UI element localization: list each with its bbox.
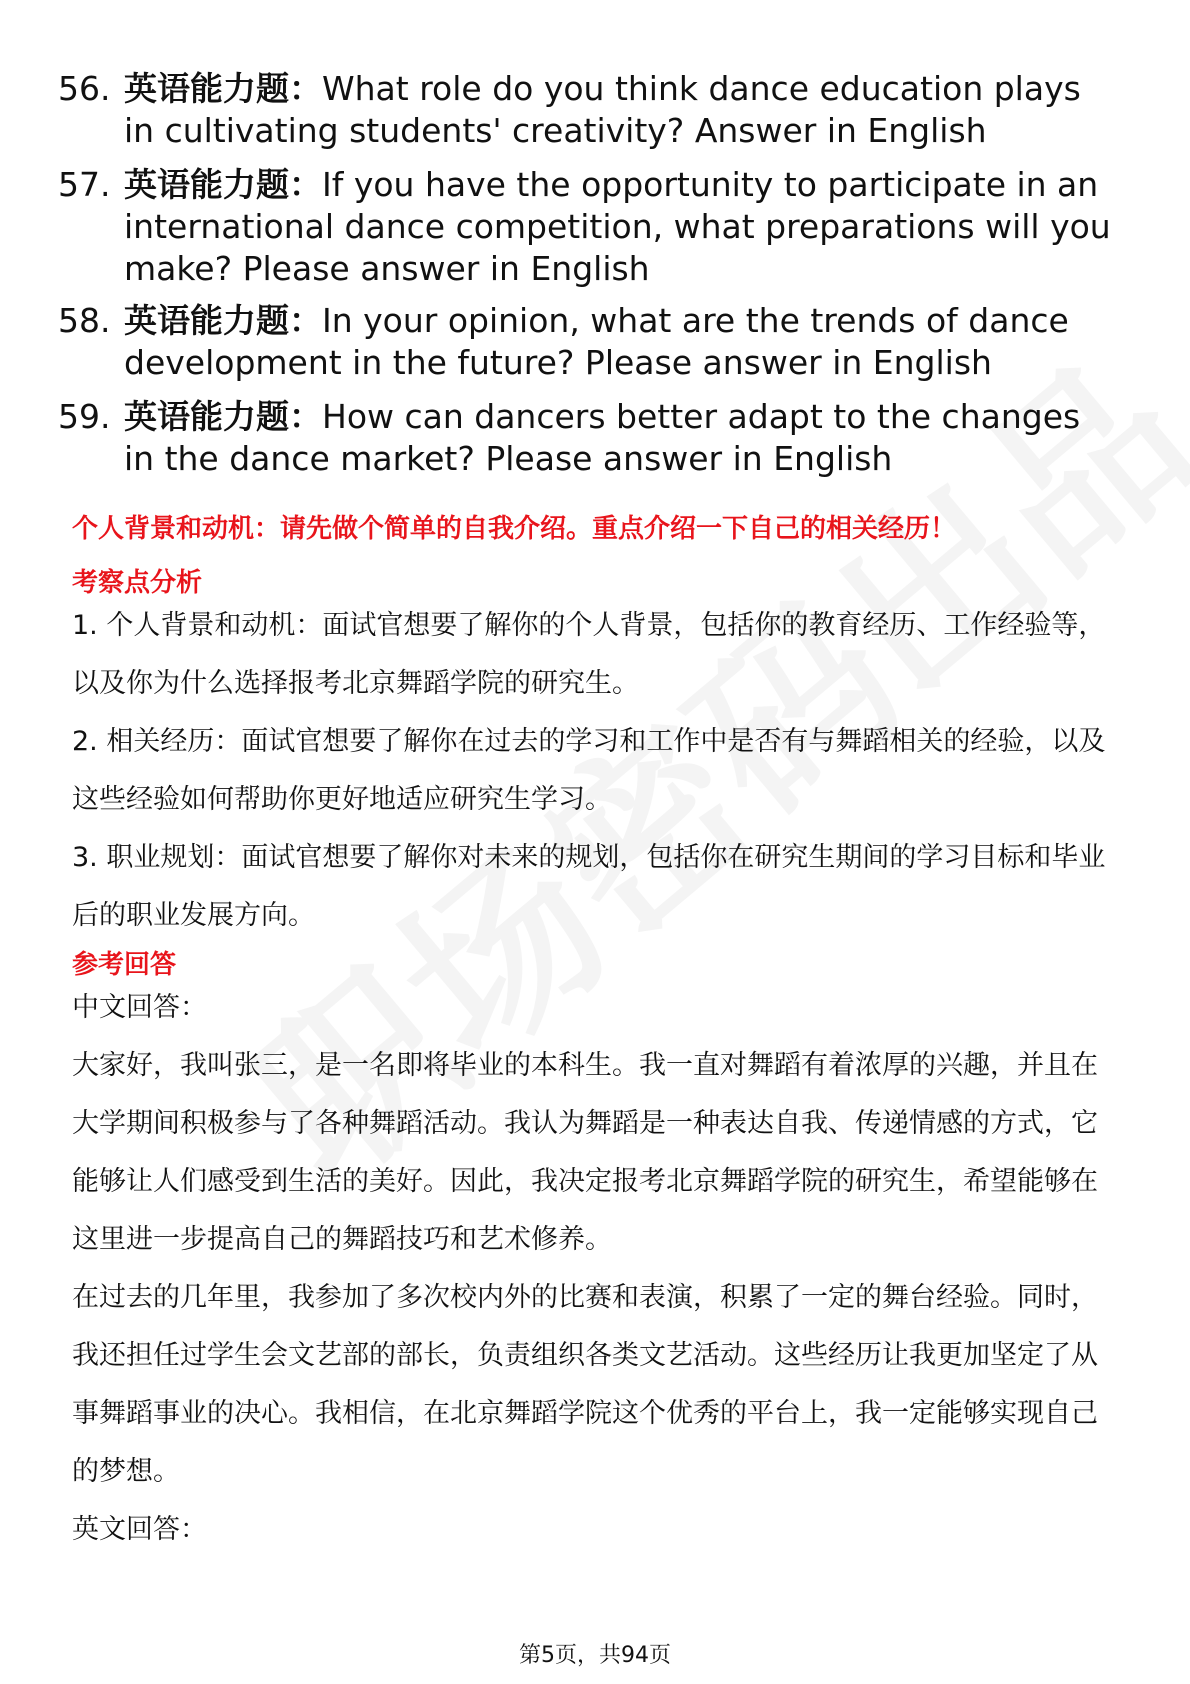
answer-heading: 参考回答	[72, 950, 177, 980]
chinese-answer-label: 中文回答：	[72, 992, 207, 1023]
question-number: 59.	[58, 397, 111, 436]
question-57	[58, 164, 1118, 290]
question-59	[58, 396, 1118, 480]
analysis-points	[72, 597, 1122, 945]
question-56	[58, 68, 1118, 152]
answer-paragraph: 在过去的几年里，我参加了多次校内外的比赛和表演，积累了一定的舞台经验。同时，我还担任过学生会文艺部的部长，负责组织各类文艺活动。这些经历让我更加坚定了从事舞蹈事业的决心。我相信，在北京舞蹈学院这个优秀的平台上，我一定能够实现自己的梦想。	[72, 1282, 1098, 1487]
question-number: 58.	[58, 301, 111, 340]
answer-paragraph: 大家好，我叫张三，是一名即将毕业的本科生。我一直对舞蹈有着浓厚的兴趣，并且在大学期间积极参与了各种舞蹈活动。我认为舞蹈是一种表达自我、传递情感的方式，它能够让人们感受到生活的美好。因此，我决定报考北京舞蹈学院的研究生，希望能够在这里进一步提高自己的舞蹈技巧和艺术修养。	[72, 1050, 1098, 1255]
question-text: How can dancers better adapt to the changes in the dance market? Please answer in English	[124, 397, 1081, 478]
section-title: 个人背景和动机：请先做个简单的自我介绍。重点介绍一下自己的相关经历！	[72, 514, 957, 544]
page-footer: 第5页，共94页	[519, 1643, 671, 1668]
analysis-point: 2. 相关经历：面试官想要了解你在过去的学习和工作中是否有与舞蹈相关的经验，以及这些经验如何帮助你更好地适应研究生学习。	[72, 726, 1106, 815]
question-text: What role do you think dance education plays in cultivating students' creativity? Answer in English	[124, 69, 1081, 150]
question-tag: 英语能力题：	[124, 165, 322, 204]
analysis-point: 1. 个人背景和动机：面试官想要了解你的个人背景，包括你的教育经历、工作经验等，以及你为什么选择报考北京舞蹈学院的研究生。	[72, 610, 1106, 699]
question-number: 57.	[58, 165, 111, 204]
question-58	[58, 300, 1118, 384]
question-number: 56.	[58, 69, 111, 108]
question-tag: 英语能力题：	[124, 397, 322, 436]
question-tag: 英语能力题：	[124, 69, 322, 108]
english-answer-label: 英文回答：	[72, 1514, 207, 1545]
question-tag: 英语能力题：	[124, 301, 322, 340]
question-text: In your opinion, what are the trends of dance development in the future? Please answer in English	[124, 301, 1069, 382]
question-text: If you have the opportunity to participate in an international dance competition, what preparations will you make? Please answer in English	[124, 165, 1111, 288]
answer-body	[72, 979, 1122, 1559]
analysis-point: 3. 职业规划：面试官想要了解你对未来的规划，包括你在研究生期间的学习目标和毕业后的职业发展方向。	[72, 842, 1106, 931]
analysis-heading: 考察点分析	[72, 568, 203, 598]
